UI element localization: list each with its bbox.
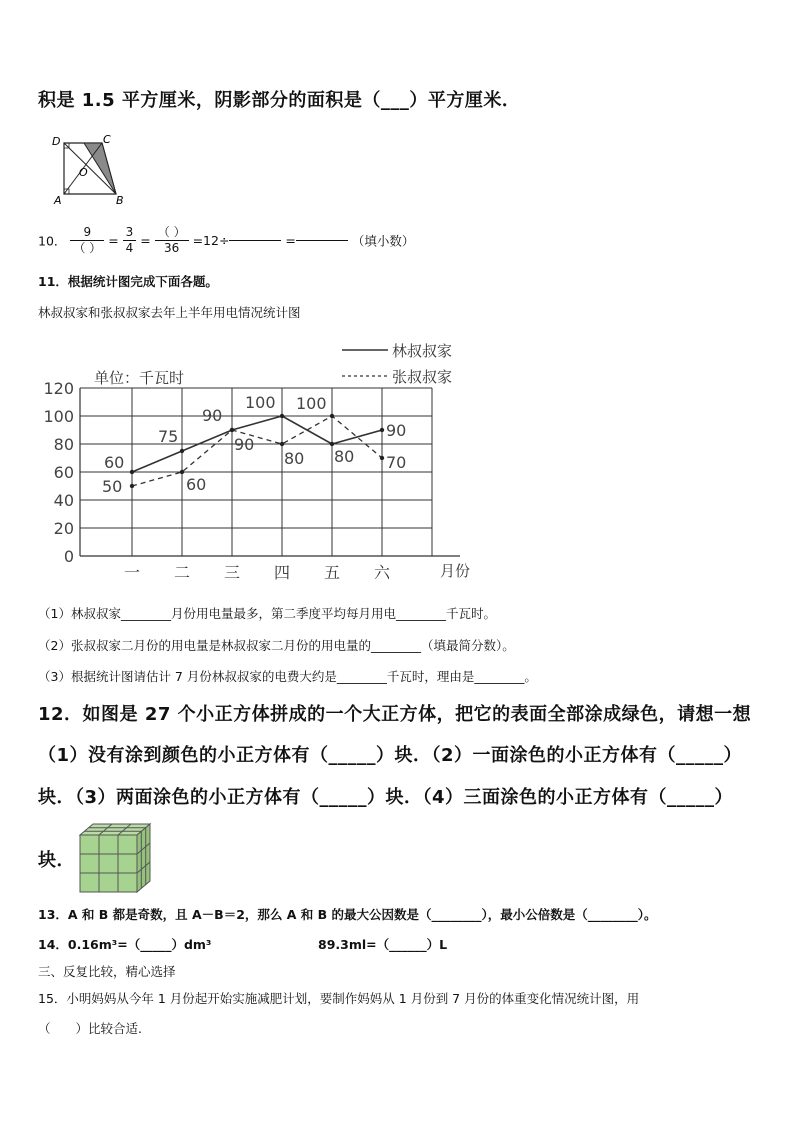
legend-item-lin: 林叔叔家 — [392, 342, 453, 360]
data-label: 80 — [284, 449, 305, 468]
label-b: B — [116, 194, 124, 207]
q9-text: 积是 1.5 平方厘米，阴影部分的面积是（___）平方厘米． — [38, 90, 521, 111]
q12-line3: 块．（3）两面涂色的小正方体有（_____）块．（4）三面涂色的小正方体有（_____） — [38, 787, 734, 808]
data-point — [280, 414, 284, 418]
q11-sub2: （2）张叔叔家二月份的用电量是林叔叔家二月份的用电量的________（填最简分数）。 — [38, 638, 515, 653]
q10-num: 10． — [38, 233, 67, 249]
data-label: 90 — [386, 421, 407, 440]
q14-left: 14．0.16m³=（_____）dm³ — [38, 937, 212, 952]
trapezoid-figure — [46, 132, 138, 208]
data-label: 100 — [245, 393, 276, 412]
data-point — [180, 470, 184, 474]
y-tick-label: 80 — [53, 435, 74, 454]
y-tick-label: 20 — [53, 519, 74, 538]
data-point — [130, 484, 134, 488]
label-c: C — [103, 133, 111, 146]
section3-title: 三、反复比较，精心选择 — [38, 964, 176, 979]
data-label: 70 — [386, 453, 407, 472]
line-chart — [36, 336, 484, 586]
data-label: 90 — [234, 435, 255, 454]
label-d: D — [52, 135, 61, 148]
data-point — [130, 470, 134, 474]
label-o: O — [79, 166, 88, 179]
data-point — [230, 428, 234, 432]
data-point — [280, 442, 284, 446]
label-a: A — [54, 194, 62, 207]
q14-right: 89.3ml=（______）L — [318, 937, 448, 952]
x-tick-label: 六 — [373, 563, 391, 582]
data-point — [380, 428, 384, 432]
x-tick-label: 二 — [173, 563, 191, 582]
x-tick-label: 三 — [223, 563, 241, 582]
data-label: 60 — [104, 453, 125, 472]
rubik-cube-figure — [78, 822, 156, 894]
data-point — [330, 414, 334, 418]
x-tick-label: 四 — [273, 563, 291, 582]
legend-item-zhang: 张叔叔家 — [392, 368, 453, 386]
y-tick-label: 60 — [53, 463, 74, 482]
data-label: 50 — [102, 477, 123, 496]
chart-title: 林叔叔家和张叔叔家去年上半年用电情况统计图 — [38, 305, 301, 320]
q15-line1: 15．小明妈妈从今年 1 月份起开始实施减肥计划，要制作妈妈从 1 月份到 7 月份的体重变化情况统计图，用 — [38, 991, 640, 1006]
data-label: 100 — [296, 394, 327, 413]
data-label: 90 — [202, 406, 223, 425]
fraction-2: $\frac{3}{4}$ — [123, 225, 137, 256]
q10-row: 10． $\frac{9}{( )}$ = $\frac{3}{4}$ = $\frac{( )}{36}$ =12÷ = （填小数） — [38, 225, 415, 255]
data-point — [380, 456, 384, 460]
q11-title: 11．根据统计图完成下面各题。 — [38, 274, 218, 289]
fraction-1: $\frac{9}{( )}$ — [70, 225, 104, 256]
q15-line2: （ ）比较合适. — [38, 1021, 142, 1036]
y-tick-label: 0 — [63, 547, 74, 566]
data-label: 75 — [158, 427, 179, 446]
q12-line4: 块． — [38, 850, 75, 871]
q13-text: 13．A 和 B 都是奇数，且 A－B＝2，那么 A 和 B 的最大公因数是（________），最小公倍数是（________）。 — [38, 907, 657, 922]
x-tick-label: 一 — [123, 563, 141, 582]
fraction-3: $\frac{( )}{36}$ — [155, 225, 189, 256]
q11-sub1: （1）林叔叔家________月份用电量最多，第二季度平均每月用电________千瓦时。 — [38, 606, 496, 621]
y-tick-label: 100 — [43, 407, 74, 426]
data-label: 60 — [186, 475, 207, 494]
q12-line1: 12．如图是 27 个小正方体拼成的一个大正方体，把它的表面全部涂成绿色，请想一想 — [38, 704, 752, 725]
x-tick-label: 五 — [323, 563, 341, 582]
q12-line2: （1）没有涂到颜色的小正方体有（_____）块．（2）一面涂色的小正方体有（_____） — [38, 745, 743, 766]
q11-sub3: （3）根据统计图请估计 7 月份林叔叔家的电费大约是________千瓦时，理由是________。 — [38, 669, 537, 684]
y-tick-label: 120 — [43, 379, 74, 398]
data-label: 80 — [334, 447, 355, 466]
x-axis-label: 月份 — [440, 562, 471, 580]
unit-label: 单位：千瓦时 — [94, 369, 185, 387]
data-point — [330, 442, 334, 446]
y-tick-label: 40 — [53, 491, 74, 510]
data-point — [180, 449, 184, 453]
